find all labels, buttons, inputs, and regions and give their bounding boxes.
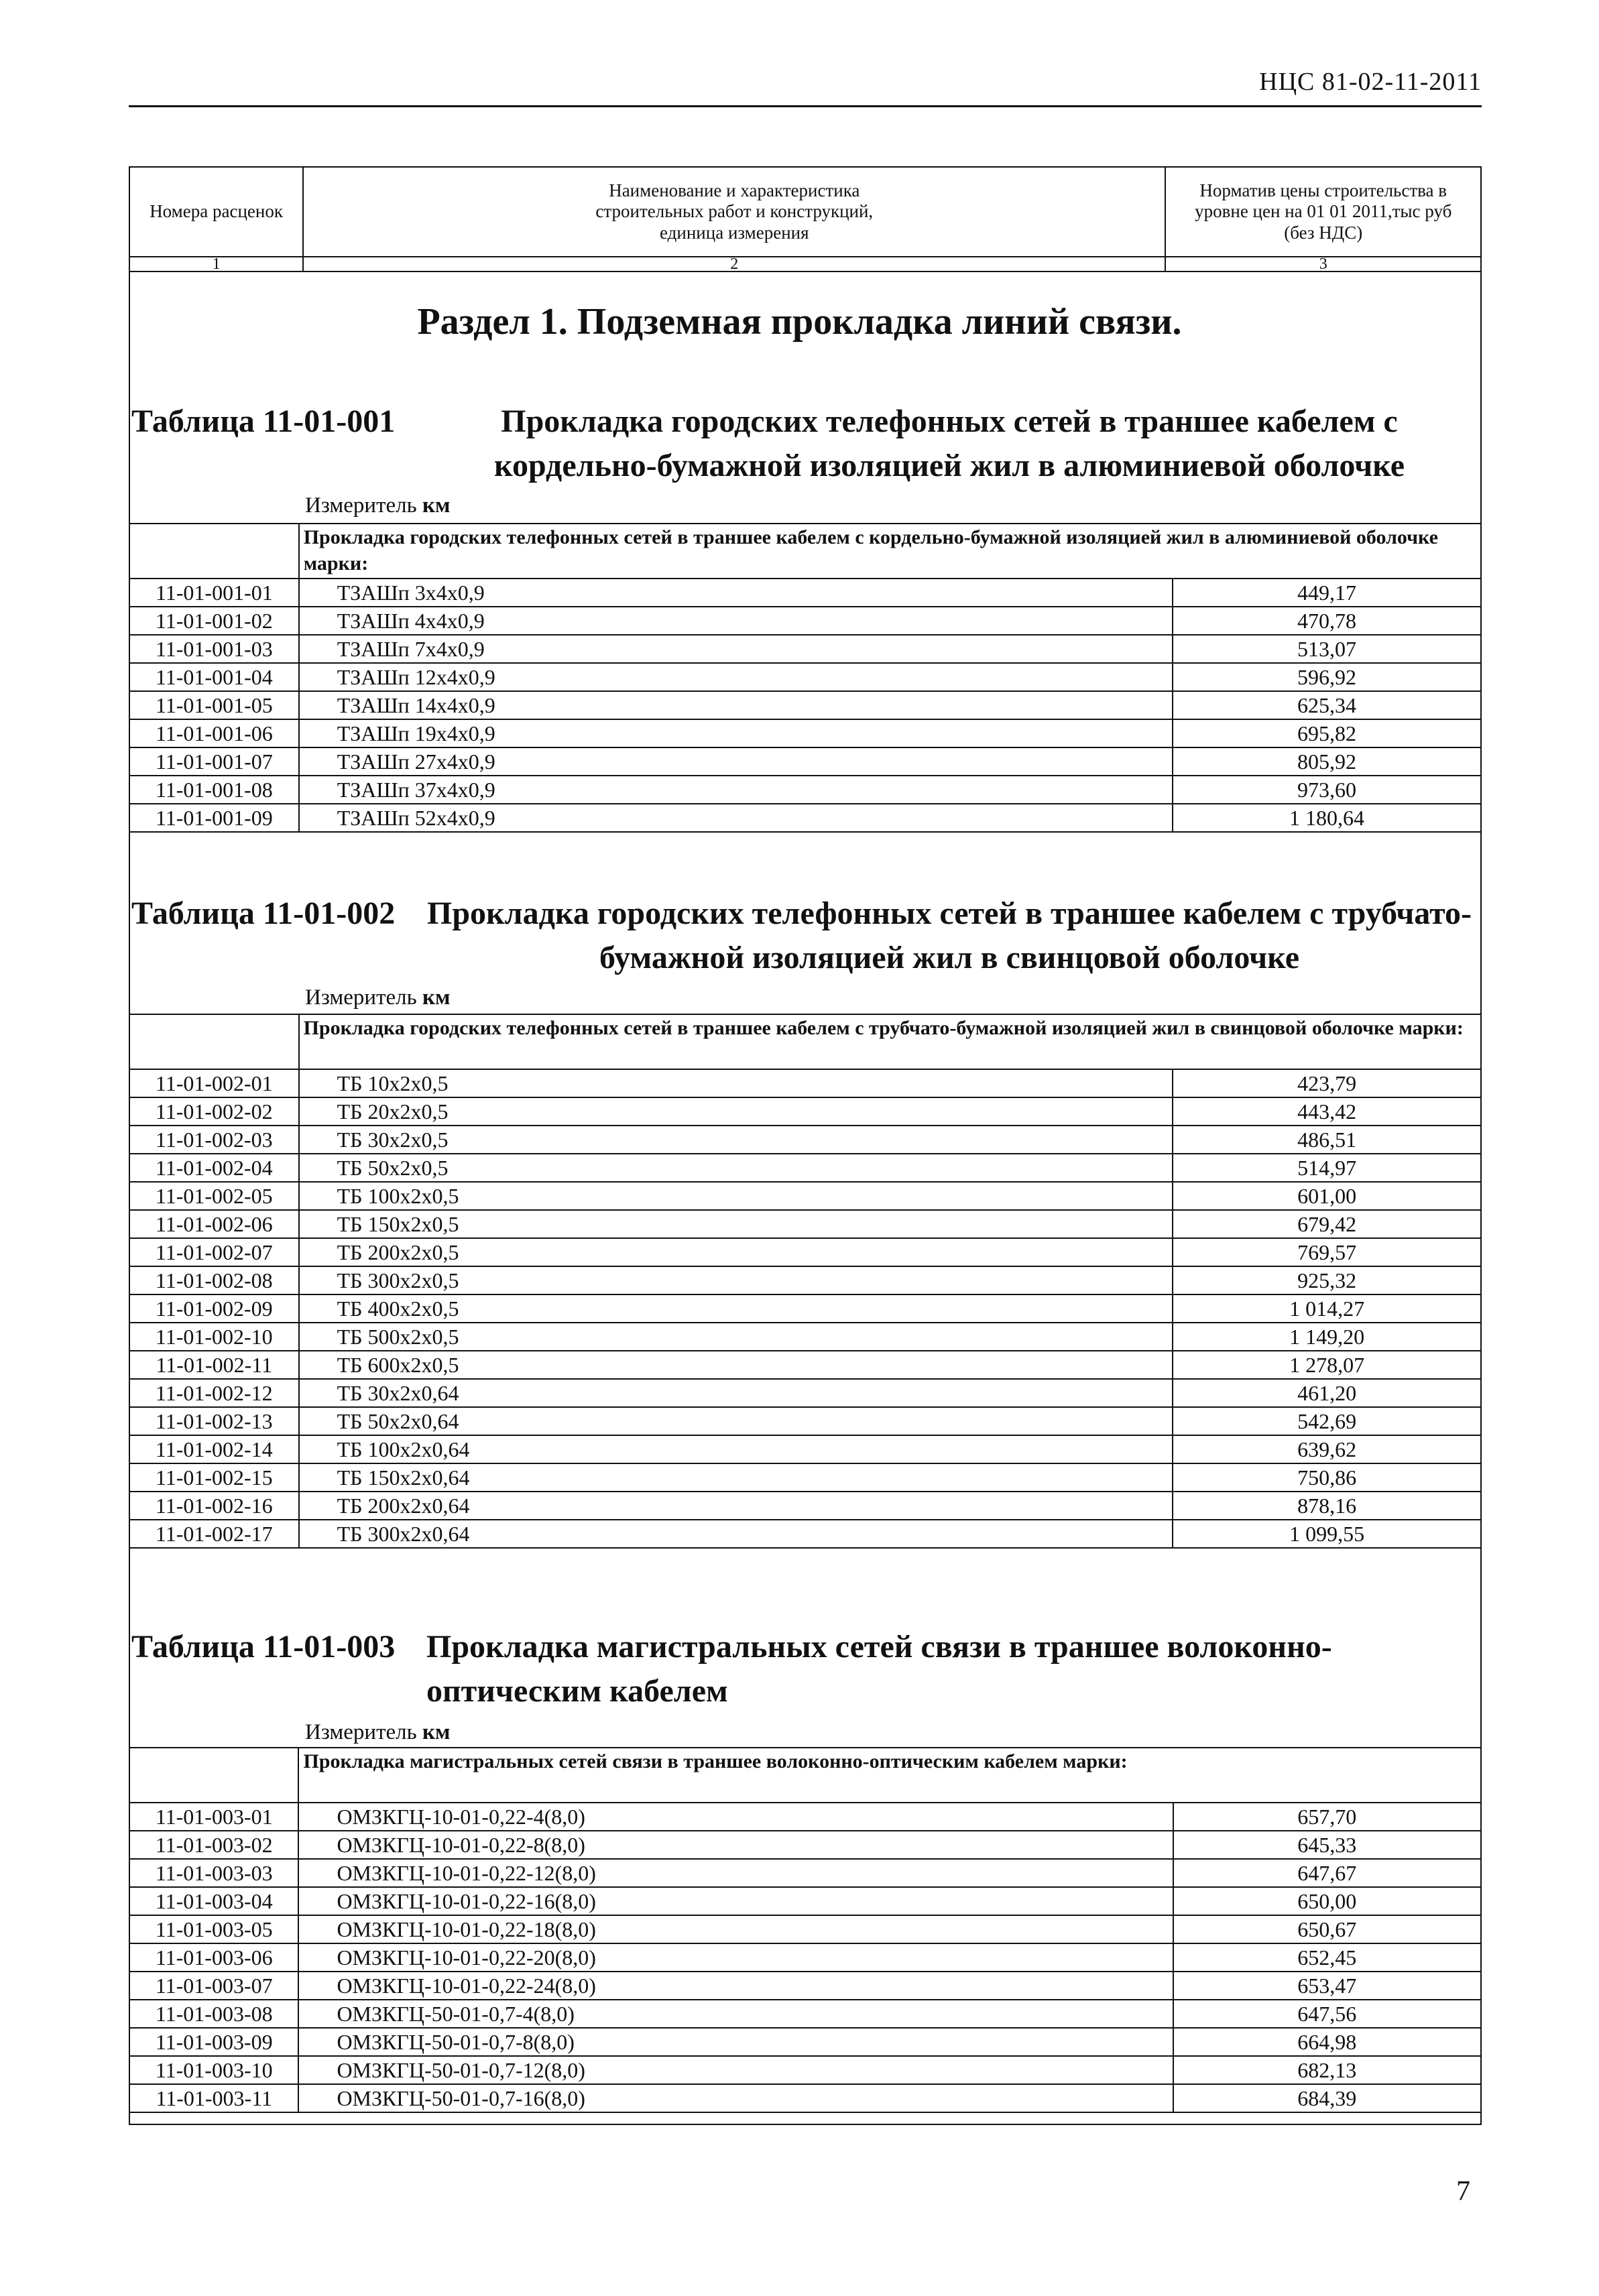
- rate-price: 1 099,55: [1173, 1520, 1481, 1548]
- measure-1: [305, 493, 450, 518]
- table-row: [129, 804, 1481, 832]
- rate-name: ОМЗКГЦ-10-01-0,22-8(8,0): [298, 1831, 1173, 1859]
- table-row: [129, 747, 1481, 776]
- table-row: [129, 776, 1481, 804]
- rate-price: 769,57: [1173, 1238, 1481, 1266]
- rate-code: 11-01-002-07: [129, 1238, 299, 1266]
- rate-code: 11-01-002-08: [129, 1266, 299, 1294]
- rate-name: ТБ 600x2x0,5: [299, 1351, 1173, 1379]
- rate-code: 11-01-002-12: [129, 1379, 299, 1407]
- table-row: [129, 1887, 1481, 1915]
- rate-price: 596,92: [1173, 663, 1481, 691]
- description-spacer: [129, 1014, 299, 1069]
- rate-price: 657,70: [1173, 1803, 1481, 1831]
- rate-code: 11-01-002-14: [129, 1435, 299, 1463]
- rate-code: 11-01-001-09: [129, 804, 299, 832]
- rate-price: 443,42: [1173, 1097, 1481, 1126]
- table-row: [129, 1520, 1481, 1548]
- header-rule: [129, 105, 1482, 107]
- column-header-name: Наименование и характеристика строительных работ и конструкций, единица измерения: [303, 167, 1165, 257]
- rate-code: 11-01-001-06: [129, 719, 299, 747]
- table-description: Прокладка городских телефонных сетей в траншее кабелем с кордельно-бумажной изоляцией жил в алюминиевой оболочке марки:: [299, 524, 1481, 579]
- table-name-1: Прокладка городских телефонных сетей в траншее кабелем с кордельно-бумажной изоляцией жил в алюминиевой оболочке: [493, 404, 1405, 483]
- table-number-3: Таблица 11-01-003: [131, 1629, 396, 1665]
- rate-price: 652,45: [1173, 1943, 1481, 1972]
- table-row: [129, 1182, 1481, 1210]
- rate-code: 11-01-003-08: [129, 2000, 298, 2028]
- description-spacer: [129, 524, 299, 579]
- rate-code: 11-01-003-02: [129, 1831, 298, 1859]
- rate-price: 664,98: [1173, 2028, 1481, 2056]
- rate-code: 11-01-002-02: [129, 1097, 299, 1126]
- rate-code: 11-01-001-01: [129, 579, 299, 607]
- rate-name: ТБ 300x2x0,64: [299, 1520, 1173, 1548]
- rate-name: ТБ 100x2x0,5: [299, 1182, 1173, 1210]
- rate-price: 513,07: [1173, 635, 1481, 663]
- table-description-row: [129, 524, 1481, 579]
- column-header-price: Норматив цены строительства в уровне цен на 01 01 2011,тыс руб (без НДС): [1165, 167, 1481, 257]
- rate-name: ТБ 20x2x0,5: [299, 1097, 1173, 1126]
- rate-price: 973,60: [1173, 776, 1481, 804]
- column-number-2: 2: [303, 257, 1165, 271]
- rate-name: ТБ 200x2x0,64: [299, 1492, 1173, 1520]
- table-row: [129, 1126, 1481, 1154]
- table-description: Прокладка магистральных сетей связи в траншее волоконно-оптическим кабелем марки:: [298, 1748, 1481, 1803]
- rate-price: 684,39: [1173, 2084, 1481, 2112]
- column-number-row: [129, 257, 1481, 271]
- rate-name: ОМЗКГЦ-50-01-0,7-16(8,0): [298, 2084, 1173, 2112]
- measure-unit-2: км: [422, 985, 451, 1010]
- rate-price: 695,82: [1173, 719, 1481, 747]
- measure-unit-3: км: [422, 1720, 451, 1744]
- rate-code: 11-01-003-07: [129, 1972, 298, 2000]
- rate-code: 11-01-003-03: [129, 1859, 298, 1887]
- rate-code: 11-01-002-03: [129, 1126, 299, 1154]
- rate-price: 750,86: [1173, 1463, 1481, 1492]
- rate-code: 11-01-002-06: [129, 1210, 299, 1238]
- column-header-row: [129, 167, 1481, 257]
- rate-code: 11-01-003-09: [129, 2028, 298, 2056]
- table-row: [129, 1831, 1481, 1859]
- rate-price: 647,56: [1173, 2000, 1481, 2028]
- rate-code: 11-01-002-15: [129, 1463, 299, 1492]
- table-row: [129, 1238, 1481, 1266]
- table-row: [129, 2000, 1481, 2028]
- table-row: [129, 1492, 1481, 1520]
- table-name-2: Прокладка городских телефонных сетей в траншее кабелем с трубчато-бумажной изоляцией жил в свинцовой оболочке: [426, 896, 1472, 975]
- rate-price: 805,92: [1173, 747, 1481, 776]
- measure-unit-1: км: [422, 493, 451, 518]
- table-row: [129, 579, 1481, 607]
- rate-code: 11-01-002-10: [129, 1323, 299, 1351]
- table-row: [129, 2056, 1481, 2084]
- rate-name: ТЗАШп 12x4x0,9: [299, 663, 1173, 691]
- rate-name: ТБ 30x2x0,64: [299, 1379, 1173, 1407]
- table-row: [129, 1294, 1481, 1323]
- rate-name: ТЗАШп 27x4x0,9: [299, 747, 1173, 776]
- rate-name: ТЗАШп 7x4x0,9: [299, 635, 1173, 663]
- rate-price: 645,33: [1173, 1831, 1481, 1859]
- rate-price: 682,13: [1173, 2056, 1481, 2084]
- column-header-codes: Номера расценок: [129, 167, 303, 257]
- measure-label-2: Измеритель: [305, 985, 417, 1010]
- rate-name: ОМЗКГЦ-10-01-0,22-4(8,0): [298, 1803, 1173, 1831]
- table-row: [129, 1379, 1481, 1407]
- table-row: [129, 1803, 1481, 1831]
- rate-price: 1 014,27: [1173, 1294, 1481, 1323]
- rate-name: ОМЗКГЦ-10-01-0,22-18(8,0): [298, 1915, 1173, 1943]
- measure-label-1: Измеритель: [305, 493, 417, 518]
- document-code: НЦС 81-02-11-2011: [1259, 68, 1482, 96]
- column-number-3: 3: [1165, 257, 1481, 271]
- rate-price: 1 180,64: [1173, 804, 1481, 832]
- rate-price: 542,69: [1173, 1407, 1481, 1435]
- table-row: [129, 2084, 1481, 2112]
- price-table-body-2: [129, 1014, 1481, 1548]
- price-table-3: [129, 1747, 1482, 2113]
- rate-name: ТБ 50x2x0,64: [299, 1407, 1173, 1435]
- rate-name: ОМЗКГЦ-50-01-0,7-12(8,0): [298, 2056, 1173, 2084]
- rate-price: 423,79: [1173, 1069, 1481, 1097]
- measure-label-3: Измеритель: [305, 1720, 417, 1744]
- rate-name: ОМЗКГЦ-10-01-0,22-16(8,0): [298, 1887, 1173, 1915]
- rate-code: 11-01-002-04: [129, 1154, 299, 1182]
- table-name-3: Прокладка магистральных сетей связи в траншее волоконно-оптическим кабелем: [426, 1629, 1332, 1709]
- table-row: [129, 691, 1481, 719]
- rate-code: 11-01-001-07: [129, 747, 299, 776]
- table-row: [129, 607, 1481, 635]
- rate-name: ТЗАШп 52x4x0,9: [299, 804, 1173, 832]
- table-row: [129, 719, 1481, 747]
- price-table-body-1: [129, 524, 1481, 832]
- rate-name: ТБ 150x2x0,64: [299, 1463, 1173, 1492]
- section-title: Раздел 1. Подземная прокладка линий связи.: [417, 301, 1182, 343]
- rate-price: 1 149,20: [1173, 1323, 1481, 1351]
- rate-price: 639,62: [1173, 1435, 1481, 1463]
- rate-name: ТБ 150x2x0,5: [299, 1210, 1173, 1238]
- rate-name: ТЗАШп 3x4x0,9: [299, 579, 1173, 607]
- rate-price: 650,00: [1173, 1887, 1481, 1915]
- table-row: [129, 1972, 1481, 2000]
- rate-name: ТЗАШп 4x4x0,9: [299, 607, 1173, 635]
- rate-price: 1 278,07: [1173, 1351, 1481, 1379]
- rate-code: 11-01-002-05: [129, 1182, 299, 1210]
- rate-price: 647,67: [1173, 1859, 1481, 1887]
- rate-price: 925,32: [1173, 1266, 1481, 1294]
- rate-name: ТБ 50x2x0,5: [299, 1154, 1173, 1182]
- rate-price: 470,78: [1173, 607, 1481, 635]
- table-row: [129, 635, 1481, 663]
- table-number-2: Таблица 11-01-002: [131, 896, 396, 931]
- table-row: [129, 1859, 1481, 1887]
- price-table-body-3: [129, 1748, 1481, 2112]
- rate-price: 449,17: [1173, 579, 1481, 607]
- price-table-1: [129, 523, 1482, 833]
- rate-price: 514,97: [1173, 1154, 1481, 1182]
- rate-code: 11-01-003-06: [129, 1943, 298, 1972]
- table-row: [129, 1943, 1481, 1972]
- rate-price: 625,34: [1173, 691, 1481, 719]
- rate-price: 679,42: [1173, 1210, 1481, 1238]
- rate-code: 11-01-002-01: [129, 1069, 299, 1097]
- rate-name: ОМЗКГЦ-50-01-0,7-4(8,0): [298, 2000, 1173, 2028]
- rate-code: 11-01-003-05: [129, 1915, 298, 1943]
- rate-code: 11-01-002-16: [129, 1492, 299, 1520]
- rate-code: 11-01-002-09: [129, 1294, 299, 1323]
- measure-3: [305, 1720, 450, 1745]
- measure-2: [305, 985, 450, 1010]
- table-row: [129, 1407, 1481, 1435]
- rate-name: ТБ 30x2x0,5: [299, 1126, 1173, 1154]
- rate-code: 11-01-001-05: [129, 691, 299, 719]
- rate-code: 11-01-003-11: [129, 2084, 298, 2112]
- rate-code: 11-01-003-04: [129, 1887, 298, 1915]
- rate-price: 878,16: [1173, 1492, 1481, 1520]
- table-row: [129, 1210, 1481, 1238]
- rate-price: 653,47: [1173, 1972, 1481, 2000]
- table-row: [129, 1323, 1481, 1351]
- price-table-2: [129, 1014, 1482, 1549]
- rate-price: 601,00: [1173, 1182, 1481, 1210]
- rate-code: 11-01-001-04: [129, 663, 299, 691]
- rate-code: 11-01-002-13: [129, 1407, 299, 1435]
- rate-name: ТБ 500x2x0,5: [299, 1323, 1173, 1351]
- rate-code: 11-01-003-10: [129, 2056, 298, 2084]
- table-row: [129, 1097, 1481, 1126]
- description-spacer: [129, 1748, 298, 1803]
- table-row: [129, 663, 1481, 691]
- rate-name: ТЗАШп 14x4x0,9: [299, 691, 1173, 719]
- rate-code: 11-01-001-03: [129, 635, 299, 663]
- table-row: [129, 1351, 1481, 1379]
- rate-name: ОМЗКГЦ-10-01-0,22-24(8,0): [298, 1972, 1173, 2000]
- rate-name: ТЗАШп 37x4x0,9: [299, 776, 1173, 804]
- rate-name: ОМЗКГЦ-10-01-0,22-12(8,0): [298, 1859, 1173, 1887]
- rate-name: ОМЗКГЦ-10-01-0,22-20(8,0): [298, 1943, 1173, 1972]
- column-header-table: [129, 166, 1482, 272]
- rate-name: ТБ 400x2x0,5: [299, 1294, 1173, 1323]
- rate-name: ОМЗКГЦ-50-01-0,7-8(8,0): [298, 2028, 1173, 2056]
- table-row: [129, 2028, 1481, 2056]
- rate-code: 11-01-002-11: [129, 1351, 299, 1379]
- column-number-1: 1: [129, 257, 303, 271]
- table-row: [129, 1154, 1481, 1182]
- rate-code: 11-01-002-17: [129, 1520, 299, 1548]
- table-row: [129, 1915, 1481, 1943]
- table-number-1: Таблица 11-01-001: [131, 404, 396, 439]
- table-row: [129, 1463, 1481, 1492]
- rate-code: 11-01-001-08: [129, 776, 299, 804]
- table-description: Прокладка городских телефонных сетей в траншее кабелем с трубчато-бумажной изоляцией жил в свинцовой оболочке марки:: [299, 1014, 1481, 1069]
- page-number: 7: [1456, 2176, 1470, 2207]
- rate-name: ТБ 100x2x0,64: [299, 1435, 1173, 1463]
- rate-name: ТБ 200x2x0,5: [299, 1238, 1173, 1266]
- table-row: [129, 1069, 1481, 1097]
- rate-price: 486,51: [1173, 1126, 1481, 1154]
- document-header: [129, 64, 1482, 107]
- table-row: [129, 1435, 1481, 1463]
- table-description-row: [129, 1748, 1481, 1803]
- rate-code: 11-01-003-01: [129, 1803, 298, 1831]
- rate-code: 11-01-001-02: [129, 607, 299, 635]
- rate-price: 650,67: [1173, 1915, 1481, 1943]
- rate-name: ТБ 300x2x0,5: [299, 1266, 1173, 1294]
- rate-price: 461,20: [1173, 1379, 1481, 1407]
- table-description-row: [129, 1014, 1481, 1069]
- rate-name: ТЗАШп 19x4x0,9: [299, 719, 1173, 747]
- table-row: [129, 1266, 1481, 1294]
- rate-name: ТБ 10x2x0,5: [299, 1069, 1173, 1097]
